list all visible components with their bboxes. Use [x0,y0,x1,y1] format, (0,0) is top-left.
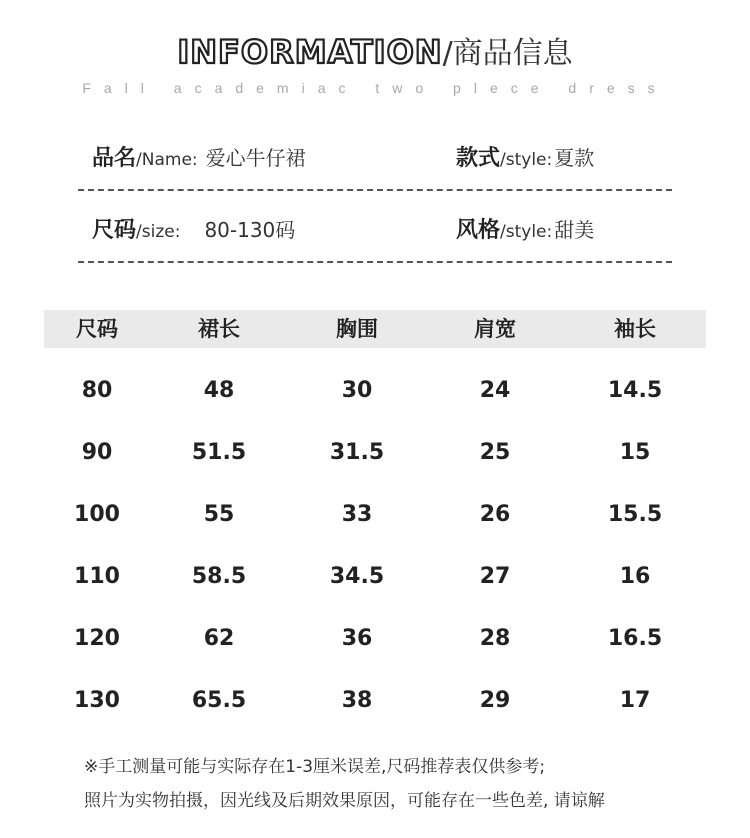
table-cell: 30 [341,378,373,403]
header-skirt-length: 裙长 [198,317,240,341]
table-row [44,670,706,732]
header-bust: 胸围 [336,317,378,341]
table-row [44,546,706,608]
table-cell: 17 [619,688,651,713]
table-header [44,310,706,348]
name-value: 爱心牛仔裙 [205,146,306,170]
table-cell: 36 [341,626,373,651]
style2-label-cn: 风格 [456,218,501,243]
title-chinese: /商品信息 [442,36,573,71]
header-size: 尺码 [76,317,118,341]
table-cell: 16.5 [607,626,663,651]
page-title [0,30,750,76]
table-cell: 26 [479,502,511,527]
name-field [92,138,306,180]
table-cell: 16 [619,564,651,589]
table-cell: 62 [203,626,235,651]
table-cell: 15 [619,440,651,465]
subtitle: Fall academiac two plece dress [82,80,668,96]
name-label-cn: 品名 [92,146,137,171]
table-cell: 34.5 [329,564,385,589]
table-cell: 27 [479,564,511,589]
title-english: INFORMATION [177,33,443,71]
style2-value: 甜美 [554,218,595,242]
size-table [44,310,706,732]
table-cell: 24 [479,378,511,403]
size-value: 80-130码 [204,218,296,242]
table-cell: 48 [203,378,235,403]
style2-field [456,210,594,252]
size-field [92,210,295,252]
table-cell: 33 [341,502,373,527]
table-row [44,422,706,484]
table-cell: 31.5 [329,440,385,465]
name-label-en: /Name: [136,150,198,170]
table-cell: 55 [203,502,235,527]
info-row-2 [0,210,750,250]
table-cell: 110 [74,564,120,589]
table-cell: 15.5 [607,502,663,527]
style2-label-en: /style: [500,222,553,242]
header-shoulder: 肩宽 [474,317,516,341]
table-row [44,484,706,546]
style-label-en: /style: [500,150,553,170]
style-label-cn: 款式 [456,146,501,171]
style-value: 夏款 [554,146,595,170]
table-cell: 120 [74,626,120,651]
table-cell: 28 [479,626,511,651]
info-row-1 [0,138,750,178]
table-cell: 130 [74,688,120,713]
header-sleeve: 袖长 [614,317,656,341]
size-label-cn: 尺码 [92,218,137,243]
table-cell: 14.5 [607,378,663,403]
table-cell: 100 [74,502,120,527]
size-label-en: /size: [136,222,181,242]
divider-2 [78,261,672,263]
style-field [456,138,594,180]
table-cell: 80 [81,378,113,403]
table-cell: 29 [479,688,511,713]
table-row [44,608,706,670]
table-cell: 51.5 [191,440,247,465]
table-cell: 90 [81,440,113,465]
note-line-1: ※手工测量可能与实际存在1-3厘米误差,尺码推荐表仅供参考; [84,757,546,777]
table-cell: 38 [341,688,373,713]
note-line-2: 照片为实物拍摄，因光线及后期效果原因，可能存在一些色差, 请谅解 [84,791,605,811]
table-cell: 58.5 [191,564,247,589]
divider-1 [78,189,672,191]
table-cell: 25 [479,440,511,465]
table-cell: 65.5 [191,688,247,713]
table-row [44,360,706,422]
